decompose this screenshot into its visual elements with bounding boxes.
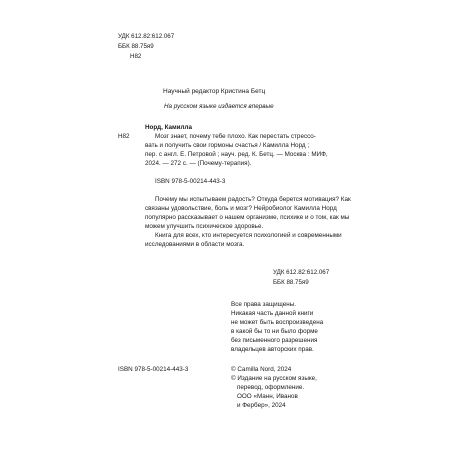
copyright-line: ООО «Манн, Иванов: [237, 393, 298, 400]
rights-line: Никакая часть данной книги: [231, 310, 314, 317]
copyright-line: © Издание на русском языке,: [231, 375, 317, 382]
udk-code: УДК 612.82:612.067: [118, 33, 175, 40]
annotation-line: Почему мы испытываем радость? Откуда берется мотивация? Как: [155, 196, 351, 203]
description-line: Мозг знает, почему тебе плохо. Как перестать стрессо-: [155, 133, 316, 140]
copyright-line: перевод, оформление.: [237, 384, 305, 391]
description-line: 2024. — 272 с. — (Почему-терапия).: [145, 160, 252, 167]
annotation-line: связаны удовольствие, боль и мозг? Нейробиолог Камилла Норд: [145, 205, 337, 212]
catalog-author-heading: Норд, Камилла: [145, 124, 193, 131]
scientific-editor-line: Научный редактор Кристина Бетц: [163, 88, 266, 95]
annotation-line: популярно рассказывает о нашем организме, психике и о том, как мы: [145, 214, 350, 221]
bbk-code: ББК 88.75я9: [118, 43, 154, 50]
rights-line: не может быть воспроизведена: [231, 319, 324, 326]
annotation-line: можем улучшить психическое здоровье.: [145, 223, 264, 230]
catalog-footer-bbk: ББК 88.75я9: [273, 279, 309, 286]
description-line: вать и получить свои гормоны счастья / Камилла Норд ;: [145, 142, 310, 149]
copyright-line: и Фербер», 2024: [237, 402, 286, 409]
description-line: пер. с англ. Е. Петровой ; науч. ред. К. Бетц. — Москва : МИФ,: [145, 151, 328, 158]
catalog-footer-udk: УДК 612.82:612.067: [273, 269, 330, 276]
author-mark: Н82: [130, 53, 142, 60]
audience-line: исследованиями в области мозга.: [145, 241, 245, 248]
catalog-author-mark: Н82: [118, 133, 130, 140]
rights-line: в какой бы то ни было форме: [231, 328, 318, 335]
first-edition-note: На русском языке издается впервые: [164, 103, 274, 110]
bottom-isbn: ISBN 978-5-00214-443-3: [118, 366, 189, 373]
audience-line: Книга для всех, кто интересуется психологией и современными: [155, 232, 342, 239]
catalog-isbn: ISBN 978-5-00214-443-3: [155, 178, 226, 185]
rights-line: без письменного разрешения: [231, 337, 318, 344]
rights-line: Все права защищены.: [231, 301, 296, 308]
rights-line: владельцев авторских прав.: [231, 346, 314, 353]
copyright-line: © Camilla Nord, 2024: [231, 366, 292, 373]
